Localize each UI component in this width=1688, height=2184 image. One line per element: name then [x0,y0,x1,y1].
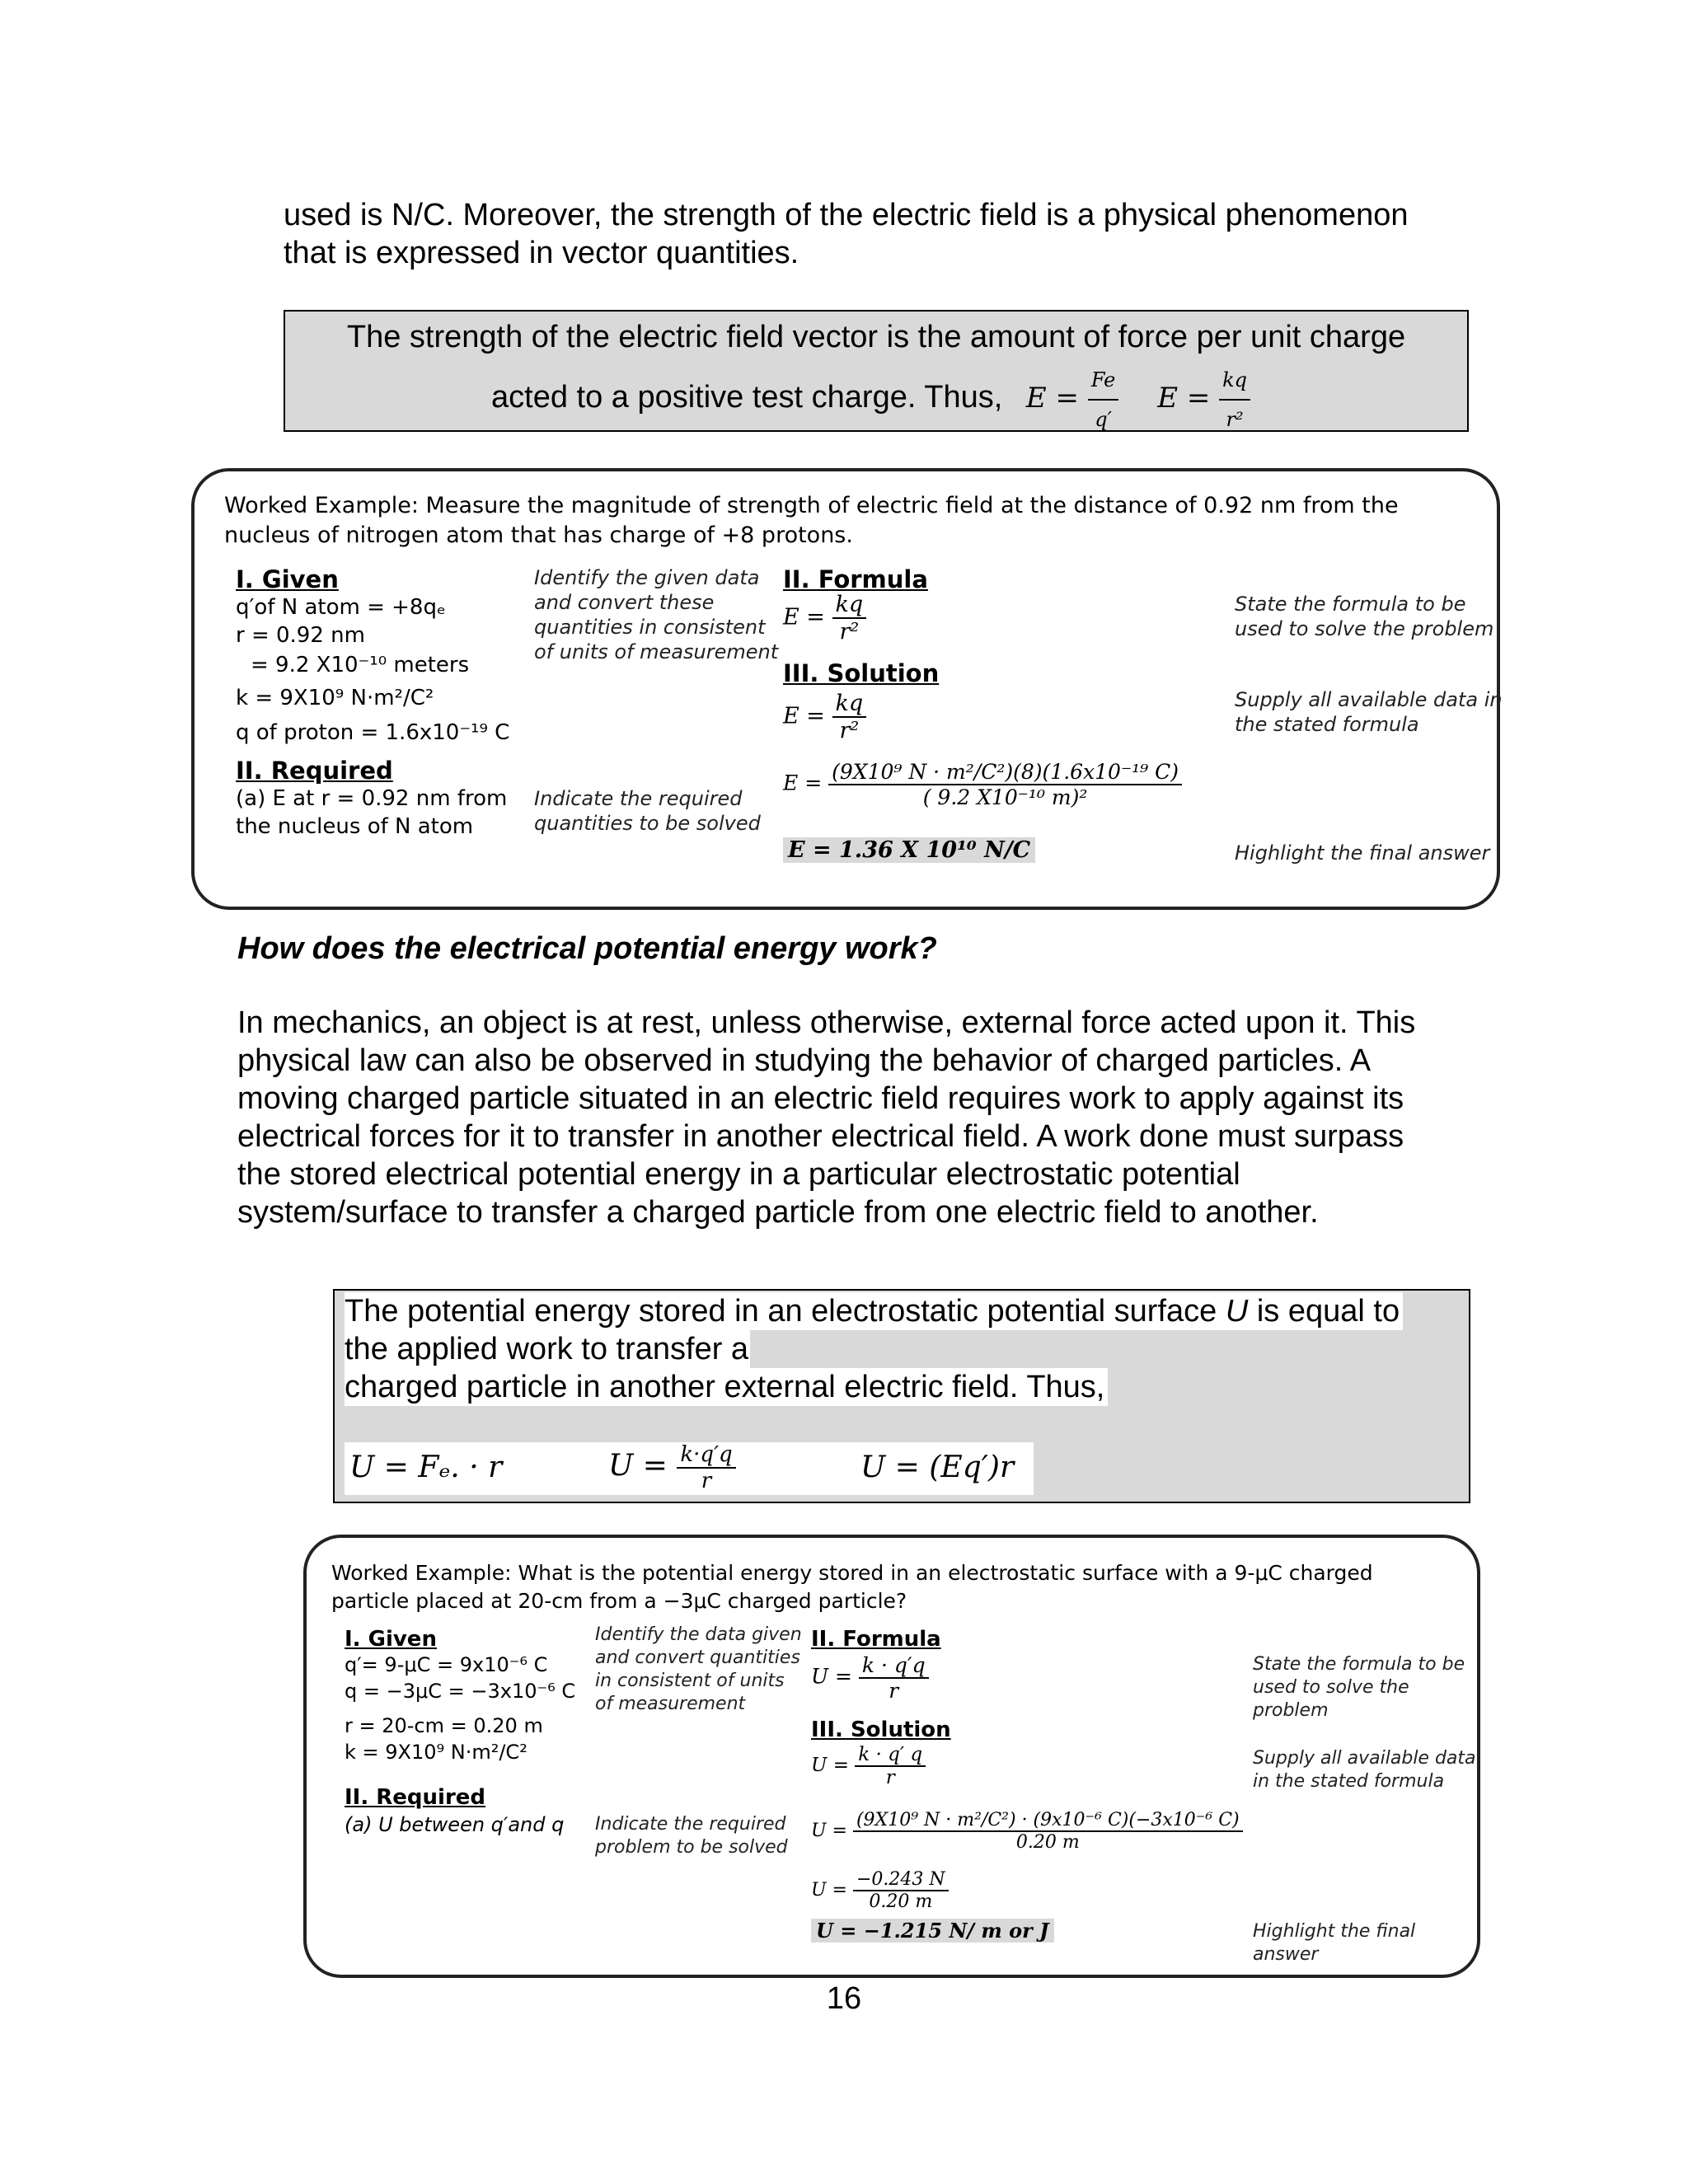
potential-eq-field: U = (Eq′)r [860,1451,1015,1484]
paragraph-line: moving charged particle situated in an electric field requires work to apply against its [237,1081,1404,1116]
given-heading: I. Given [236,565,339,593]
solution-step: E = $\frac{kq}{\text{r²}}$ [783,691,866,743]
field-equation-force: E = $\frac{Fe}{q'}$ [1026,382,1128,415]
mechanics-paragraph [237,1004,1490,1231]
paragraph-line: system/surface to transfer a charged particle from one electric field to another. [237,1195,1319,1230]
potential-line: the applied work to transfer a [345,1332,749,1366]
intro-line: that is expressed in vector quantities. [284,236,799,270]
paragraph-line: the stored electrical potential energy in a particular electrostatic potential [237,1157,1240,1192]
paragraph-line: In mechanics, an object is at rest, unless otherwise, external force acted upon it. This [237,1005,1416,1040]
potential-eq-coulomb: U = $\frac{k\cdot q'q}{r}$ [608,1442,736,1493]
required-item: the nucleus of N atom [236,814,474,839]
note-required: Indicate the required quantities to be solved [534,787,761,835]
potential-line: The potential energy stored in an electrostatic potential surface U is equal to [345,1292,1403,1330]
given-item: r = 20-cm = 0.20 m [345,1714,543,1737]
example-title: particle placed at 20-cm from a −3μC charged particle? [331,1589,907,1613]
definition-line: The strength of the electric field vector is the amount of force per unit charge [346,320,1406,354]
given-item: q′= 9-μC = 9x10⁻⁶ C [345,1653,548,1676]
note-highlight: Highlight the final answer [1253,1921,1416,1965]
intro-line: used is N/C. Moreover, the strength of the electric field is a physical phenomenon [284,198,1409,232]
potential-eq-force: U = Fₑ. · r [349,1451,503,1484]
note-given: Identify the data given and convert quantities in consistent of units of measurement [595,1624,802,1714]
page-number: 16 [826,1981,862,2016]
given-item: = 9.2 X10⁻¹⁰ meters [251,653,470,677]
required-heading: II. Required [345,1785,486,1810]
potential-energy-definition-box [333,1289,1470,1503]
formula-heading: II. Formula [783,565,928,593]
note-formula: State the formula to be used to solve the problem [1253,1654,1465,1721]
note-formula: State the formula to be used to solve the problem [1235,593,1494,640]
final-answer: U = −1.215 N/ m or J [811,1919,1054,1943]
solution-step: U = $\frac{-0.243 N}{0.20 m}$ [811,1869,949,1912]
solution-heading: III. Solution [811,1718,951,1742]
given-item: k = 9X10⁹ N·m²/C² [345,1741,528,1764]
note-highlight: Highlight the final answer [1235,841,1490,865]
solution-step: U = $\frac{\text{(9X10⁹ N · m²/C²) · (9x10⁻⁶ C)(−3x10⁻⁶ C)}}{0.20 m}$ [811,1810,1243,1853]
intro-paragraph [284,196,1487,272]
paragraph-line: physical law can also be observed in studying the behavior of charged particles. A [237,1043,1372,1078]
required-heading: II. Required [236,757,393,785]
definition-text: acted to a positive test charge. Thus, [491,380,1003,415]
given-item: k = 9X10⁹ N·m²/C² [236,686,434,710]
given-item: q of proton = 1.6x10⁻¹⁹ C [236,720,510,745]
solution-step: U = $\frac{k \cdot q' q}{r}$ [811,1744,926,1788]
required-item: (a) U between q′and q [345,1813,565,1836]
field-equation-coulomb: E = $\frac{kq}{\text{r²}}$ [1157,382,1250,415]
electric-field-definition-box [284,310,1469,432]
given-item: r = 0.92 nm [236,623,365,648]
example-title: nucleus of nitrogen atom that has charge of +8 protons. [224,523,853,548]
given-heading: I. Given [345,1627,437,1652]
formula-equation: U = $\frac{k \cdot q'q}{r}$ [811,1653,929,1703]
worked-example-potential-energy [303,1535,1480,1978]
note-supply: Supply all available data in the stated formula [1253,1748,1476,1792]
final-answer: E = 1.36 X 10¹⁰ N/C [783,837,1035,863]
potential-line: charged particle in another external electric field. Thus, [345,1368,1108,1406]
note-supply: Supply all available data in the stated formula [1235,688,1503,736]
formula-heading: II. Formula [811,1627,941,1652]
worked-example-electric-field [191,468,1503,910]
formula-equation: E = $\frac{kq}{\text{r²}}$ [783,592,866,644]
section-question: How does the electrical potential energy work? [237,931,937,966]
note-required: Indicate the required problem to be solved [595,1814,788,1858]
example-title: Worked Example: Measure the magnitude of strength of electric field at the distance of 0.92 nm from the [224,493,1399,518]
given-item: q′of N atom = +8qₑ [236,595,446,620]
definition-line [491,361,1250,438]
solution-step: E = $\frac{\text{(9X10⁹ N · m²/C²)(8)(1.6x10⁻¹⁹ C)}}{\text{( 9.2 X10⁻¹⁰ m)²}}$ [783,760,1182,809]
solution-heading: III. Solution [783,659,940,687]
potential-equations [345,1442,1034,1495]
required-item: (a) E at r = 0.92 nm from [236,786,508,811]
example-title: Worked Example: What is the potential energy stored in an electrostatic surface with a 9-μC charged [331,1561,1373,1585]
paragraph-line: electrical forces for it to transfer in another electrical field. A work done must surpass [237,1119,1404,1154]
note-given: Identify the given data and convert these quantities in consistent of units of measurement [534,566,779,663]
given-item: q = −3μC = −3x10⁻⁶ C [345,1680,576,1703]
